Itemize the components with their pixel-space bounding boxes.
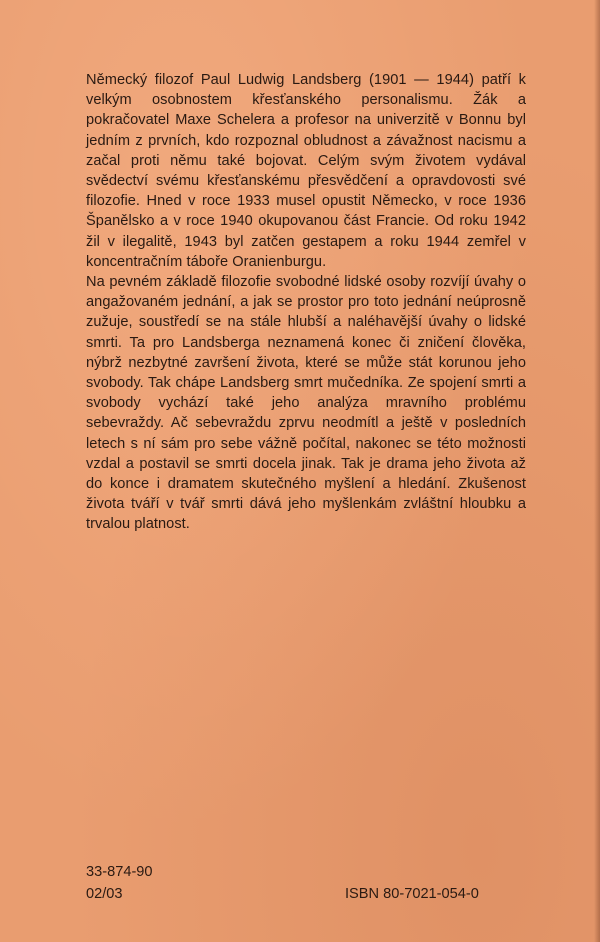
edition-code: 02/03	[86, 886, 123, 902]
cover-edge-shadow	[594, 0, 600, 942]
catalog-code: 33-874-90	[86, 864, 153, 880]
blurb-paragraph-1: Německý filozof Paul Ludwig Landsberg (1901 — 1944) patří k velkým osobnostem křesťanského personalismu. Žák a pokračovatel Maxe Schelera a profesor na univerzitě v Bonnu byl jedním z prvních, kdo rozpoznal obludnost a závažnost nacismu a začal proti němu také bojovat. Celým svým životem vydával svědectví svému křesťanskému přesvědčení a opravdovosti své filozofie. Hned v roce 1933 musel opustit Německo, v roce 1936 Španělsko a v roce 1940 okupovanou část Francie. Od roku 1942 žil v ilegalitě, 1943 byl zatčen gestapem a roku 1944 zemřel v koncentračním táboře Oranienburgu.	[86, 72, 526, 270]
blurb-text	[86, 70, 526, 535]
blurb-paragraph-2: Na pevném základě filozofie svobodné lidské osoby rozvíjí úvahy o angažovaném jednání, a jak se prostor pro toto jednání neúprosně zužuje, soustředí se na stále hlubší a naléhavější úvahy o lidské smrti. Ta pro Landsberga neznamená konec či zničení člověka, nýbrž nezbytné završení života, které se může stát korunou jeho svobody. Tak chápe Landsberg smrt mučedníka. Ze spojení smrti a svobody vychází také jeho analýza mravního problému sebevraždy. Ač sebevraždu zprvu neodmítl a ještě v posledních letech s ní sám pro sebe vážně počítal, nakonec se této možnosti vzdal a postavil se smrti docela jinak. Tak je drama jeho života až do konce i dramatem skutečného myšlení a hledání. Zkušenost života tváří v tvář smrti dává jeho myšlenkám zvláštní hloubku a trvalou platnost.	[86, 274, 526, 533]
isbn-number: ISBN 80-7021-054-0	[345, 886, 479, 902]
